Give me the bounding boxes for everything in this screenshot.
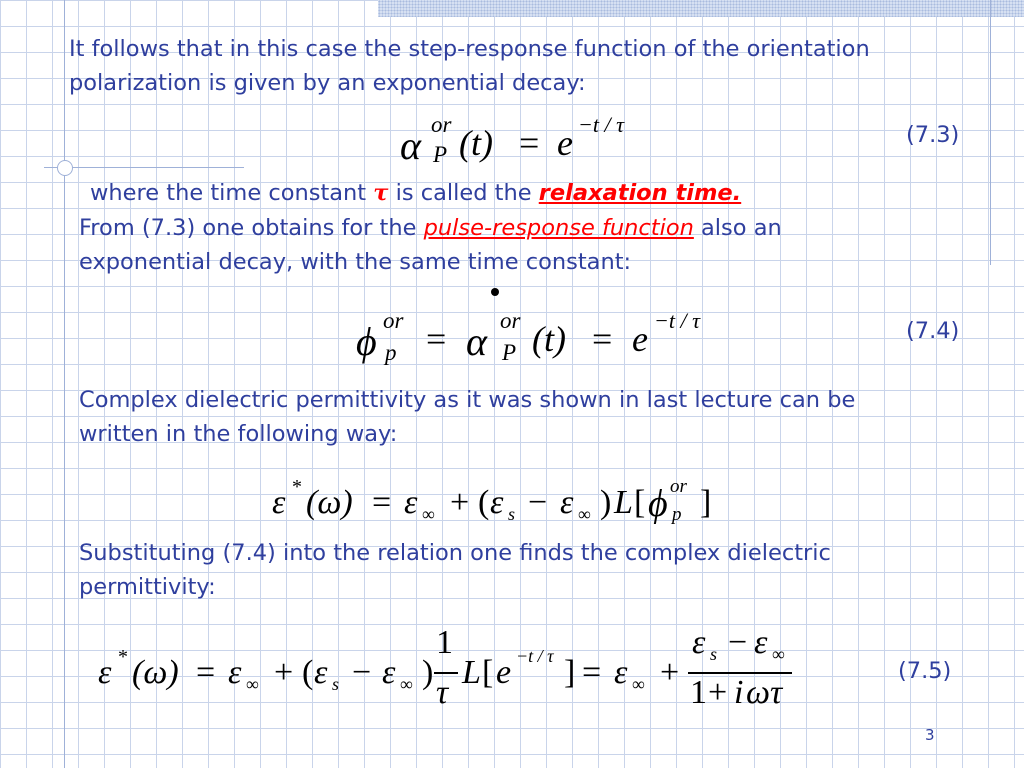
star-superscript: *	[118, 646, 128, 668]
relaxation-text-a: where the time constant	[90, 180, 367, 206]
intro-line-2: polarization is given by an exponential decay:	[69, 70, 586, 96]
exponent: −t / τ	[578, 112, 624, 137]
alpha-superscript: or	[431, 112, 452, 137]
pulse-response-line-2: exponential decay, with the same time constant:	[79, 249, 632, 275]
pulse-text-a: From (7.3) one obtains for the	[79, 215, 417, 241]
epsilon-infinity: ε	[228, 654, 242, 691]
right-bracket: ]	[564, 654, 576, 691]
alpha-subscript: P	[502, 340, 517, 365]
infinity-subscript-2: ∞	[578, 504, 591, 524]
epsilon-s: ε	[314, 654, 328, 691]
phi-superscript: or	[383, 308, 404, 333]
omega-argument: (ω)	[132, 654, 179, 691]
infinity-subscript: ∞	[422, 504, 435, 524]
numerator-infinity-subscript: ∞	[772, 644, 785, 664]
epsilon-infinity-2: ε	[382, 654, 396, 691]
pulse-text-b: also an	[701, 215, 782, 241]
equation-number-7-4: (7.4)	[906, 318, 960, 344]
minus-sign: −	[528, 484, 548, 521]
phi-symbol: ϕ	[648, 483, 668, 525]
fraction-one-over-tau-denominator: τ	[436, 674, 449, 711]
laplace-operator: L	[462, 654, 481, 691]
tau-symbol: τ	[373, 180, 389, 206]
open-paren: (	[478, 484, 490, 521]
laplace-operator: L	[614, 484, 633, 521]
epsilon-symbol: ε	[98, 654, 112, 691]
exponent: −t / τ	[654, 308, 700, 333]
phi-subscript: p	[672, 504, 682, 525]
time-argument: (t)	[532, 319, 566, 359]
exponent: −t / τ	[516, 646, 554, 666]
header-dotted-band	[378, 0, 1024, 17]
phi-subscript: p	[385, 340, 397, 365]
epsilon-infinity: ε	[404, 484, 418, 521]
denominator-omega: ω	[746, 674, 771, 711]
plus-sign: +	[450, 484, 470, 521]
left-bracket: [	[482, 654, 494, 691]
relaxation-text-b: is called the	[395, 180, 532, 206]
numerator-minus: −	[728, 624, 748, 661]
relaxation-line	[90, 176, 741, 210]
alpha-symbol: α	[466, 319, 487, 364]
equation-number-7-5: (7.5)	[898, 658, 952, 684]
right-vertical-rule	[990, 0, 991, 265]
omega-argument: (ω)	[306, 484, 353, 521]
equals-sign-1: =	[426, 319, 447, 359]
equation-7-4	[356, 308, 726, 372]
alpha-symbol: α	[400, 123, 421, 168]
denominator-i: i	[734, 674, 744, 711]
denominator-tau: τ	[770, 674, 783, 711]
intro-line-1: It follows that in this case the step-response function of the orientation	[69, 36, 870, 62]
pulse-response-line-1	[79, 211, 782, 245]
divider-rule	[44, 167, 244, 168]
denominator-one: 1	[690, 674, 707, 711]
permittivity-equation	[272, 476, 732, 532]
equals-sign-2: =	[582, 654, 602, 691]
fraction-one-over-tau-numerator: 1	[436, 624, 453, 661]
pulse-response-term: pulse-response function	[423, 215, 694, 241]
equation-7-3	[397, 112, 657, 172]
numerator-s-subscript: s	[710, 644, 718, 664]
equals-sign: =	[519, 123, 540, 163]
epsilon-infinity-2: ε	[560, 484, 574, 521]
permittivity-intro-line-2: written in the following way:	[79, 421, 398, 447]
phi-superscript: or	[670, 476, 687, 497]
alpha-subscript: P	[433, 142, 448, 167]
left-vertical-rule	[64, 0, 65, 768]
left-bracket: [	[634, 484, 646, 521]
equation-7-5	[98, 624, 798, 718]
s-subscript: s	[332, 674, 340, 694]
open-paren: (	[302, 654, 314, 691]
exp-base: e	[496, 654, 512, 691]
minus-sign-1: −	[352, 654, 372, 691]
equals-sign: =	[372, 484, 392, 521]
equation-number-7-3: (7.3)	[906, 122, 960, 148]
numerator-epsilon-s: ε	[692, 624, 706, 661]
epsilon-s: ε	[490, 484, 504, 521]
plus-sign-1: +	[274, 654, 294, 691]
exp-base: e	[557, 123, 573, 163]
close-paren: )	[600, 484, 612, 521]
substitution-line-2: permittivity:	[79, 574, 216, 600]
s-subscript: s	[508, 504, 516, 524]
epsilon-infinity-3: ε	[614, 654, 628, 691]
close-paren: )	[422, 654, 434, 691]
page-number: 3	[925, 726, 935, 744]
denominator-plus: +	[708, 674, 728, 711]
epsilon-symbol: ε	[272, 484, 286, 521]
infinity-subscript: ∞	[246, 674, 259, 694]
permittivity-intro-line-1: Complex dielectric permittivity as it was shown in last lecture can be	[79, 387, 856, 413]
infinity-subscript-2: ∞	[400, 674, 413, 694]
time-argument: (t)	[459, 123, 493, 163]
phi-symbol: ϕ	[356, 319, 377, 364]
equals-sign-1: =	[196, 654, 216, 691]
substitution-line-1: Substituting (7.4) into the relation one finds the complex dielectric	[79, 540, 831, 566]
right-bracket: ]	[700, 484, 712, 521]
alpha-superscript: or	[500, 308, 521, 333]
bullet-dot	[491, 288, 499, 296]
plus-sign-2: +	[660, 654, 680, 691]
infinity-subscript-3: ∞	[632, 674, 645, 694]
divider-circle-ornament	[57, 160, 73, 176]
relaxation-time-term: relaxation time.	[538, 180, 742, 206]
exp-base: e	[632, 319, 648, 359]
numerator-epsilon-infinity: ε	[754, 624, 768, 661]
star-superscript: *	[292, 476, 302, 498]
equals-sign-2: =	[592, 319, 613, 359]
